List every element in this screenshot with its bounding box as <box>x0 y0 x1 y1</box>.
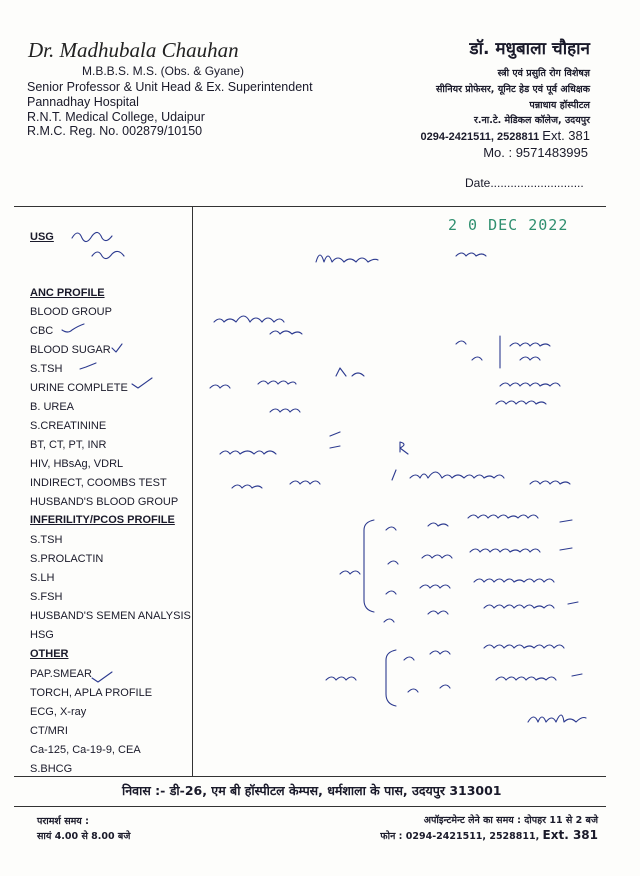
other-item: CT/MRI <box>30 725 68 737</box>
hospital-line: Pannadhay Hospital <box>27 95 139 109</box>
reg-no-line: R.M.C. Reg. No. 002879/10150 <box>27 124 203 138</box>
consult-label: परामर्श समय : <box>37 816 89 827</box>
footer-divider <box>14 776 606 777</box>
footer-divider-2 <box>14 806 606 807</box>
other-item: ECG, X-ray <box>30 706 87 718</box>
anc-item: INDIRECT, COOMBS TEST <box>30 477 167 489</box>
appointment-time: अपॉइन्टमेन्ट लेने का समय : दोपहर 11 से 2 बजे <box>423 815 598 826</box>
other-item: Ca-125, Ca-19-9, CEA <box>30 744 141 756</box>
infertility-item: S.LH <box>30 572 55 584</box>
residence-address: निवास :- डी-26, एम बी हॉस्पीटल केम्पस, धर्मशाला के पास, उदयपुर 313001 <box>122 783 502 798</box>
anc-item: S.CREATININE <box>30 420 107 432</box>
anc-item: URINE COMPLETE <box>30 382 128 394</box>
mobile-number: Mo. : 9571483995 <box>483 145 588 160</box>
anc-profile-heading: ANC PROFILE <box>30 287 105 299</box>
consult-time: सायं 4.00 से 8.00 बजे <box>37 831 131 842</box>
usg-label: USG <box>30 231 54 243</box>
college-line: R.N.T. Medical College, Udaipur <box>27 110 205 124</box>
sidebar-divider <box>192 206 193 776</box>
hospital-hi: पन्नाधाय हॉस्पीटल <box>529 100 590 111</box>
infertility-item: S.FSH <box>30 591 63 603</box>
other-item: TORCH, APLA PROFILE <box>30 687 153 699</box>
other-heading: OTHER <box>30 648 69 660</box>
doctor-name-en: Dr. Madhubala Chauhan <box>28 38 239 62</box>
date-field: Date............................ <box>465 176 584 190</box>
anc-item: HUSBAND'S BLOOD GROUP <box>30 496 179 508</box>
anc-item: BT, CT, PT, INR <box>30 439 107 451</box>
infertility-item: HSG <box>30 629 54 641</box>
infertility-item: HUSBAND'S SEMEN ANALYSIS <box>30 610 191 622</box>
other-item: PAP.SMEAR <box>30 668 92 680</box>
infertility-item: S.TSH <box>30 534 63 546</box>
other-item: S.BHCG <box>30 763 73 775</box>
phone-line: 0294-2421511, 2528811 Ext. 381 <box>420 128 590 143</box>
header-divider <box>14 206 606 207</box>
doctor-degrees: M.B.B.S. M.S. (Obs. & Gyane) <box>82 64 245 78</box>
anc-item: B. UREA <box>30 401 75 413</box>
anc-item: BLOOD GROUP <box>30 306 112 318</box>
infertility-item: S.PROLACTIN <box>30 553 104 565</box>
doctor-name-hi: डॉ. मधुबाला चौहान <box>469 39 590 59</box>
college-hi: र.ना.टे. मेडिकल कॉलेज, उदयपुर <box>473 115 590 126</box>
designation-hi: सीनियर प्रोफेसर, यूनिट हेड एवं पूर्व अधिक्षक <box>435 84 590 95</box>
doctor-title-line: Senior Professor & Unit Head & Ex. Superintendent <box>27 80 313 94</box>
anc-item: CBC <box>30 325 54 337</box>
footer-phone: फोन : 0294-2421511, 2528811, Ext. 381 <box>380 828 598 842</box>
anc-item: HIV, HBsAg, VDRL <box>30 458 124 470</box>
infertility-profile-heading: INFERILITY/PCOS PROFILE <box>30 514 175 526</box>
anc-item: BLOOD SUGAR <box>30 344 111 356</box>
anc-item: S.TSH <box>30 363 63 375</box>
date-stamp: 2 0 DEC 2022 <box>448 216 569 234</box>
specialty-hi: स्त्री एवं प्रसुति रोग विशेषज्ञ <box>497 68 590 79</box>
